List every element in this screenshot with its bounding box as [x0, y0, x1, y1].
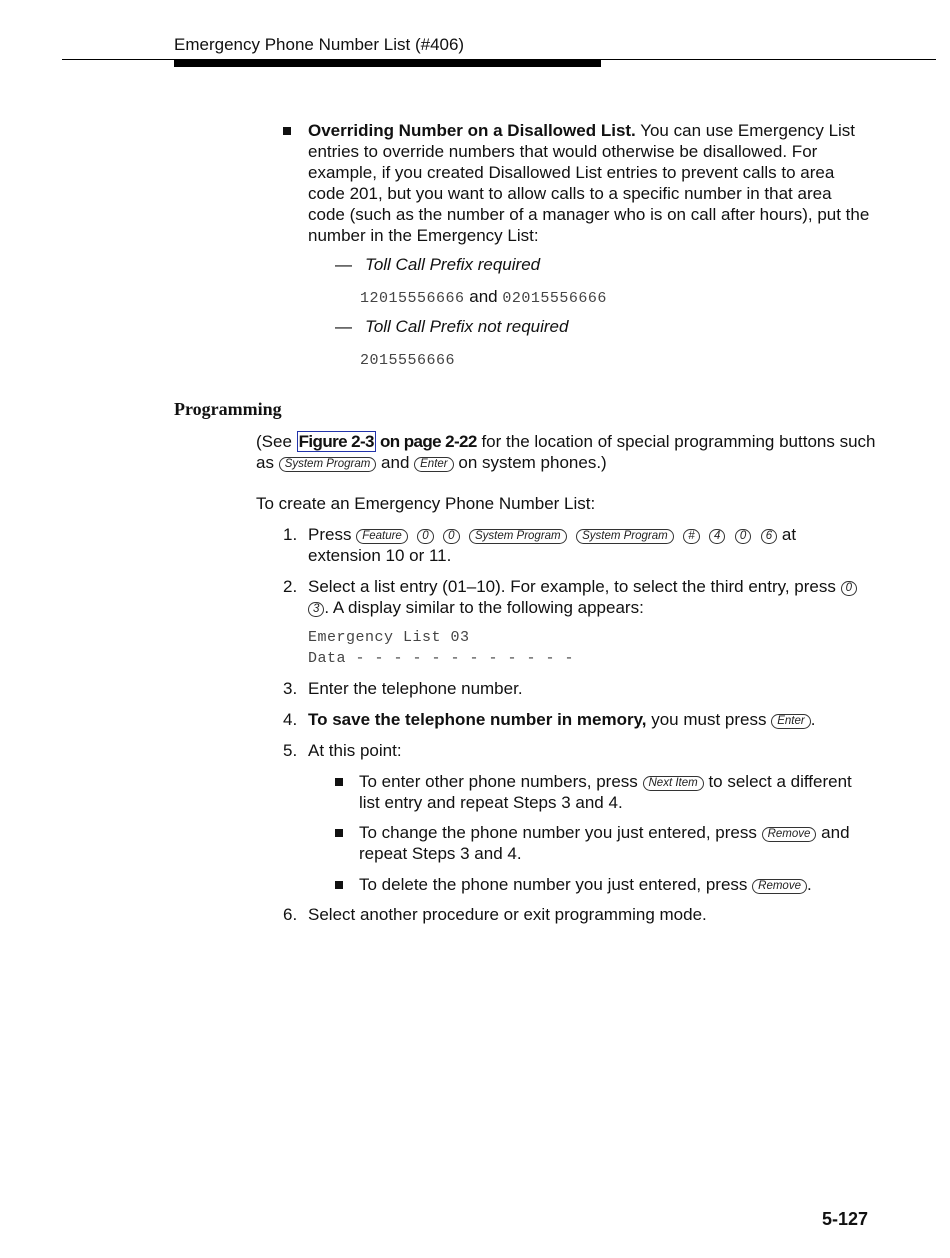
code-row-not-required	[360, 348, 455, 371]
dash-glyph: —	[335, 255, 352, 274]
sub-text: .	[806, 875, 812, 894]
step-text: Select another procedure or exit programming mode.	[308, 905, 707, 924]
step-1	[283, 524, 873, 566]
sub-text: and repeat Steps 3 and 4.	[359, 823, 850, 863]
running-header: Emergency Phone Number List (#406)	[174, 35, 465, 54]
step-6	[283, 904, 873, 925]
step-text: Press	[308, 525, 357, 544]
enter-key: Enter	[414, 457, 454, 472]
figure-link[interactable]: Figure 2-3	[298, 432, 374, 451]
sub-item-change	[335, 822, 865, 864]
display-readout	[308, 627, 574, 669]
square-bullet-icon	[335, 778, 343, 786]
remove-key: Remove	[762, 827, 817, 842]
step-number: 4.	[283, 710, 298, 729]
step-text: At this point:	[308, 741, 402, 760]
step-text: . A display similar to the following appears:	[324, 598, 644, 617]
step-text: at extension 10 or 11.	[308, 525, 797, 565]
header-bar	[174, 60, 601, 67]
dash-item-required	[335, 254, 540, 275]
four-key: 4	[709, 529, 725, 544]
override-bullet-item	[283, 120, 873, 246]
step-5	[283, 740, 873, 761]
intro-text: To create an Emergency Phone Number List:	[256, 494, 596, 513]
dash-glyph: —	[335, 317, 352, 336]
six-key: 6	[761, 529, 777, 544]
code-b: 02015556666	[502, 290, 607, 307]
sub-text: To enter other phone numbers, press	[359, 772, 643, 791]
sub-text: To delete the phone number you just entered, press	[359, 875, 753, 894]
step-number: 5.	[283, 741, 298, 760]
override-lead: Overriding Number on a Disallowed List.	[308, 121, 636, 140]
code-and: and	[464, 287, 503, 306]
zero-key: 0	[443, 529, 459, 544]
step-2	[283, 576, 873, 618]
sub-item-next	[335, 771, 865, 813]
system-program-key: System Program	[576, 529, 674, 544]
dash-item-label: Toll Call Prefix not required	[365, 317, 569, 336]
display-line-1: Emergency List 03	[308, 629, 470, 646]
see-paragraph	[256, 431, 876, 473]
dash-item-not-required	[335, 316, 568, 337]
step-number: 6.	[283, 905, 298, 924]
sub-item-delete	[335, 874, 865, 895]
square-bullet-icon	[335, 829, 343, 837]
step-lead: To save the telephone number in memory,	[308, 710, 647, 729]
override-text: You can use Emergency List entries to override numbers that would otherwise be disallowed. For example, if you created Disallowed List entries to prevent calls to area code 201, but you want to allow calls to a specific number in that area code (such as the number of a manager who is on call after hours), put the number in the Emergency List:	[308, 121, 870, 245]
enter-key: Enter	[771, 714, 811, 729]
zero-key: 0	[417, 529, 433, 544]
see-rest: for the location of special programming buttons such as	[256, 432, 876, 472]
display-line-2: Data - - - - - - - - - - - -	[308, 650, 575, 667]
sub-text: to select a different list entry and repeat Steps 3 and 4.	[359, 772, 852, 812]
hash-key: #	[683, 529, 699, 544]
see-open: (See	[256, 432, 297, 451]
system-program-key: System Program	[469, 529, 567, 544]
page-link[interactable]: on page 2-22	[375, 432, 477, 451]
page-number: 5-127	[821, 1209, 868, 1229]
see-and: and	[376, 453, 415, 472]
remove-key: Remove	[752, 879, 807, 894]
next-item-key: Next Item	[643, 776, 704, 791]
code-c: 2015556666	[360, 352, 456, 369]
code-a: 12015556666	[360, 290, 465, 307]
step-text: you must press	[646, 710, 772, 729]
step-3	[283, 678, 873, 699]
step-text: Select a list entry (01–10). For example, to select the third entry, press	[308, 577, 841, 596]
system-program-key: System Program	[279, 457, 377, 472]
section-heading: Programming	[174, 399, 282, 419]
feature-key: Feature	[356, 529, 408, 544]
three-key: 3	[308, 602, 324, 617]
step-number: 1.	[283, 525, 298, 544]
zero-key: 0	[841, 581, 857, 596]
code-row-required	[360, 286, 607, 309]
sub-text: To change the phone number you just entered, press	[359, 823, 762, 842]
step-text: Enter the telephone number.	[308, 679, 523, 698]
step-4	[283, 709, 873, 730]
step-text: .	[810, 710, 816, 729]
step-number: 2.	[283, 577, 298, 596]
step-number: 3.	[283, 679, 298, 698]
see-end: on system phones.)	[453, 453, 607, 472]
square-bullet-icon	[283, 127, 291, 135]
zero-key: 0	[735, 529, 751, 544]
square-bullet-icon	[335, 881, 343, 889]
dash-item-label: Toll Call Prefix required	[365, 255, 541, 274]
